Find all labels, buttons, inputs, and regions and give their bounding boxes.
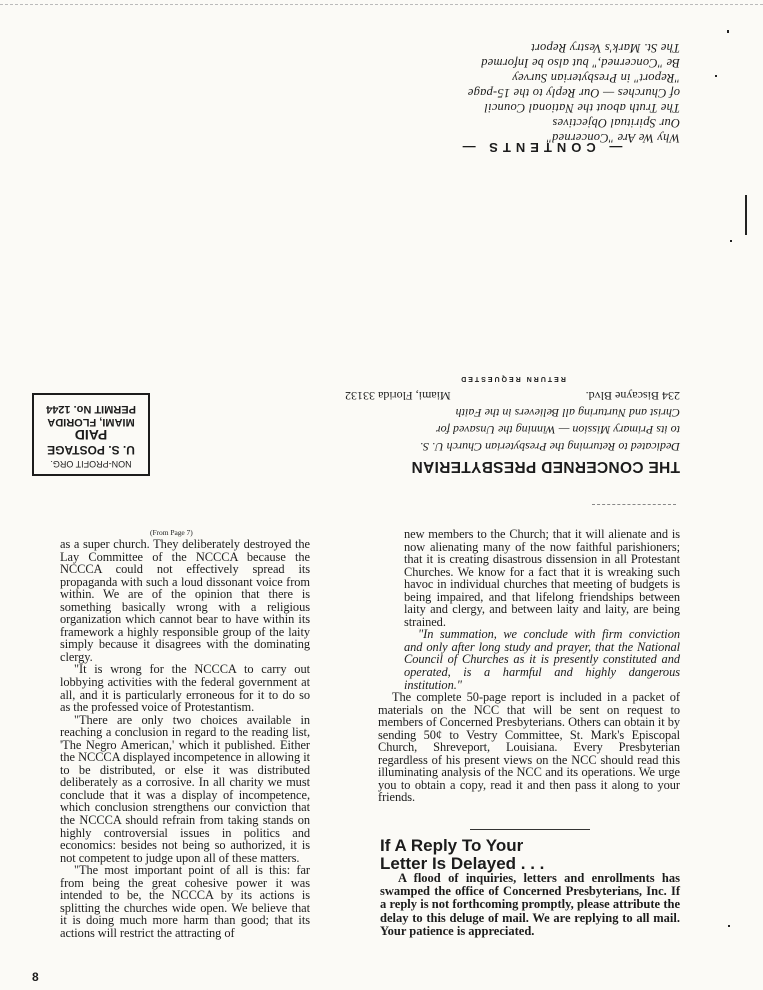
scan-speck [728, 925, 730, 927]
contents-item: Why We Are "Concerned" [546, 131, 680, 145]
divider [592, 504, 676, 505]
article-quote: "In summation, we conclude with firm conviction and only after long study and prayer, that the National Council of Churches as it is presently constituted and operated, is a harmful and highly dangerous institution." [404, 627, 680, 692]
article-column-right [378, 528, 680, 804]
permit-line: U. S. POSTAGE [47, 443, 135, 457]
notice-heading-line: If A Reply To Your [380, 836, 524, 855]
permit-line: NON-PROFIT ORG. [50, 459, 132, 469]
contents-item: The Truth about the National Council [484, 101, 680, 115]
notice-heading [380, 837, 544, 873]
publication-title: THE CONCERNED PRESBYTERIAN [411, 458, 680, 475]
dedication-line: Dedicated to Returning the Presbyterian Church U. S. [419, 440, 680, 454]
permit-line: PAID [74, 427, 108, 443]
street-address: 234 Biscayne Blvd. [585, 389, 680, 403]
permit-line: PERMIT No. 1244 [46, 403, 136, 415]
scan-speck [727, 30, 729, 33]
article-column-left [60, 528, 310, 940]
contents-item: "Report" in Presbyterian Survey [512, 71, 680, 85]
scan-speck [715, 75, 717, 77]
dedication-line: Christ and Nurturing all Believers in the Faith [455, 406, 680, 420]
article-paragraph: new members to the Church; that it will alienate and is now alienating many of the now faithful parishioners; that it is creating disastrous dissension in all Protestant Churches. We know for a fact that it is wreaking such havoc in individual churches that meeting of budgets is being impaired, and that lifelong friendships between laity and clergy, and between laity and laity, are being strained. [404, 527, 680, 629]
contents-heading: — CONTENTS — [457, 140, 623, 155]
divider [470, 829, 590, 830]
mailer-masthead [345, 375, 680, 479]
scan-edge [0, 4, 763, 5]
scan-speck [745, 195, 747, 235]
article-paragraph: The complete 50-page report is included in a packet of materials on the NCC that will be sent on request to members of Concerned Presbyterians. Others can obtain it by sending 50¢ to Vestry Committee, St. Mark's Episcopal Church, Shreveport, Louisiana. Every Presbyterian regardless of his present views on the NCC should read this illuminating analysis of the NCC and its operations. We urge you to obtain a copy, read it and then pass it along to your friends. [378, 690, 680, 805]
contents-item: The St. Mark's Vestry Report [531, 41, 680, 55]
article-paragraph: as a super church. They deliberately destroyed the Lay Committee of the NCCCA because the NCCCA could not effectively spread its propaganda with such a loud dissonant voice from within. We are of the opinion that there is something basically wrong with a religious organization which cannot bear to have within its framework a highly responsible group of the laity simply because it disagrees with the dominating clergy. [60, 537, 310, 664]
article-paragraph: "There are only two choices available in reaching a conclusion in regard to the reading list, 'The Negro American,' which it published. Either the NCCCA displayed incompetence in allowing it to be distributed, or else it was distributed deliberately as a corrosive. In all charity we must conclude that it was a display of incompetence, which conclusion strengthens our conviction that the NCCCA should refrain from taking stands on highly controversial issues in politics and economics: besides not being so authorized, it is not competent to judge upon all of these matters. [60, 712, 310, 865]
notice-body [380, 872, 680, 938]
page-number: 8 [32, 970, 39, 984]
city-address: Miami, Florida 33132 [345, 389, 451, 403]
return-address [345, 388, 680, 403]
article-paragraph: "It is wrong for the NCCCA to carry out lobbying activities with the federal government at all, and it is particularly erroneous for it to do so as the professed voice of Protestantism. [60, 662, 310, 715]
postage-permit-box [32, 393, 150, 476]
dedication-line: to its Primary Mission — Winning the Unsaved for [436, 423, 680, 437]
continued-from-note: (From Page 7) [150, 528, 193, 537]
contents-item: of Churches — Our Reply to the 15-page [467, 86, 680, 100]
contents-item: Be "Concerned," but also be Informed [481, 56, 680, 70]
article-paragraph: "The most important point of all is this: far from being the great cohesive power it was intended to be, the NCCCA by its actions is splitting the churches wide open. We believe that it is doing much more harm than good; that its actions will restrict the attracting of [60, 863, 310, 940]
scan-speck [730, 240, 732, 242]
return-requested: RETURN REQUESTED [459, 375, 566, 382]
contents-item: Our Spiritual Objectives [552, 116, 680, 130]
notice-text: A flood of inquiries, letters and enrollments has swamped the office of Concerned Presbyterians, Inc. If a reply is not forthcoming promptly, please attribute the delay to this deluge of mail. We are replying to all mail. Your patience is appreciated. [380, 871, 680, 938]
notice-heading-line: Letter Is Delayed . . . [380, 854, 545, 873]
permit-line: MIAMI, FLORIDA [47, 416, 135, 428]
contents-list [430, 40, 680, 145]
